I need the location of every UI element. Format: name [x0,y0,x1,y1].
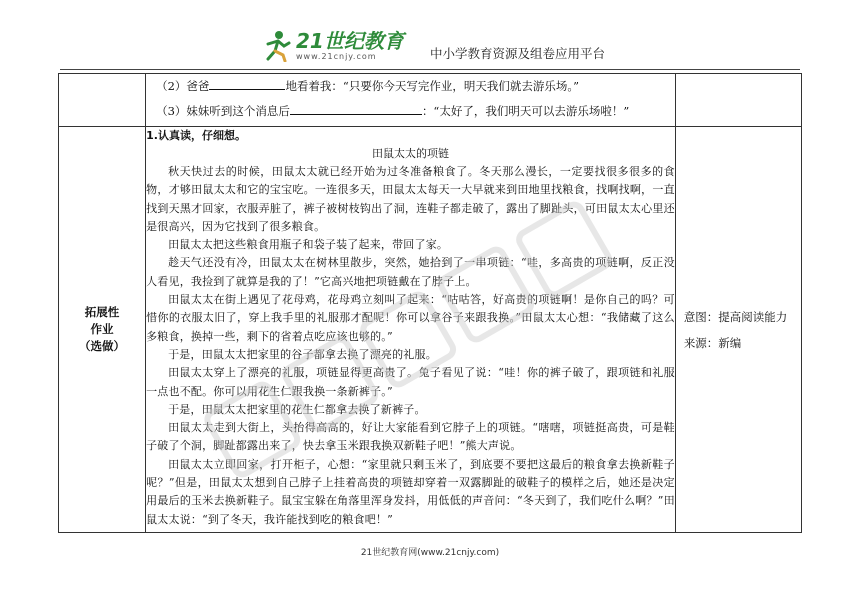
story-paragraph: 于是，田鼠太太把家里的谷子都拿去换了漂亮的礼服。 [168,347,437,361]
source-text: 来源：新编 [683,335,742,350]
story-paragraph: 田鼠太太在街上遇见了花母鸡，花母鸡立刻叫了起来：“咕咕答，好高贵的项链啊！是你自己的吗？可惜你的衣服太旧了，穿上我手里的礼服那才配呢！你可以拿谷子来跟我换。”田鼠太太心想：“我储藏了这么多粮食，换掉一些，剩下的省着点吃应该也够的。” [146,293,675,343]
story-paragraph: 田鼠太太穿上了漂亮的礼服，项链显得更高贵了。兔子看见了说：“哇！你的裤子破了，跟项链和礼服一点也不配。你可以用花生仁跟我换一条新裤子。” [146,366,675,398]
category-cell [59,127,146,533]
running-figure-logo-icon [262,30,292,62]
answer-blank[interactable] [290,102,422,115]
table-row [59,127,802,533]
story-title: 田鼠太太的项链 [371,147,449,160]
answer-blank[interactable] [209,77,285,90]
category-label: （选做） [79,339,126,353]
category-label: 作业 [90,322,114,336]
task-heading: 1.认真读，仔细想。 [146,129,246,142]
intent-text: 意图：提高阅读能力 [683,309,788,324]
fill-blank-cell [146,74,676,127]
story-paragraph: 于是，田鼠太太把家里的花生仁都拿去换了新裤子。 [168,402,426,416]
notes-cell-empty [675,74,801,127]
page-header [0,0,860,76]
logo-text: 21世纪教育 [296,29,404,53]
homework-table [58,73,802,533]
story-paragraph: 田鼠太太立即回家，打开柜子，心想：“家里就只剩玉米了，到底要不要把这最后的粮食拿去换新鞋子呢？”但是，田鼠太太想到自己脖子上挂着高贵的项链却穿着一双露脚趾的破鞋子的模样之后，她还是决定用最后的玉米去换新鞋子。鼠宝宝躲在角落里浑身发抖，用低低的声音问：“冬天到了，我们吃什么啊？”田鼠太太说：“到了冬天，我许能找到吃的粮食吧！” [146,457,675,526]
table-row [59,74,802,127]
page-footer: 21世纪教育网(www.21cnjy.com) [360,548,500,558]
category-label: 拓展性 [84,305,120,319]
question-text: （2）爸爸 [156,79,210,93]
story-paragraph: 秋天快过去的时候，田鼠太太就已经开始为过冬准备粮食了。冬天那么漫长，一定要找很多很多的食物，才够田鼠太太和它的宝宝吃。一连很多天，田鼠太太每天一大早就来到田地里找粮食，找啊找啊，一直找到天黑才回家，衣服弄脏了，裤子被树枝钩出了洞，连鞋子都走破了，露出了脚趾头，可田鼠太太心里还是很高兴，因为它找到了很多粮食。 [146,165,675,233]
question-text: ：“太好了，我们明天可以去游乐场啦！” [421,104,630,118]
question-text: （3）妹妹听到这个消息后 [156,104,290,118]
story-paragraph: 田鼠太太走到大街上，头抬得高高的，好让大家能看到它脖子上的项链。“嗐嗐，项链挺高贵，可是鞋子破了个洞，脚趾都露出来了，快去拿玉米跟我换双新鞋子吧！”熊大声说。 [146,421,675,453]
story-paragraph: 趁天气还没有冷，田鼠太太在树林里散步，突然，她拾到了一串项链：“哇，多高贵的项链啊，反正没人看见，我捡到了就算是我的了！”它高兴地把项链戴在了脖子上。 [146,256,675,288]
category-cell-empty [59,74,146,127]
logo-url: www.21cnjy.com [296,52,377,61]
reading-cell [146,127,676,533]
notes-cell [675,127,801,533]
header-divider [60,69,800,70]
question-line-2 [146,74,675,99]
platform-title: 中小学教育资源及组卷应用平台 [430,46,606,61]
site-logo [262,30,404,62]
story-paragraph: 田鼠太太把这些粮食用瓶子和袋子装了起来，带回了家。 [168,238,449,252]
question-text: 地看着我：“只要你今天写完作业，明天我们就去游乐场。” [285,79,579,93]
question-line-3 [146,99,675,124]
